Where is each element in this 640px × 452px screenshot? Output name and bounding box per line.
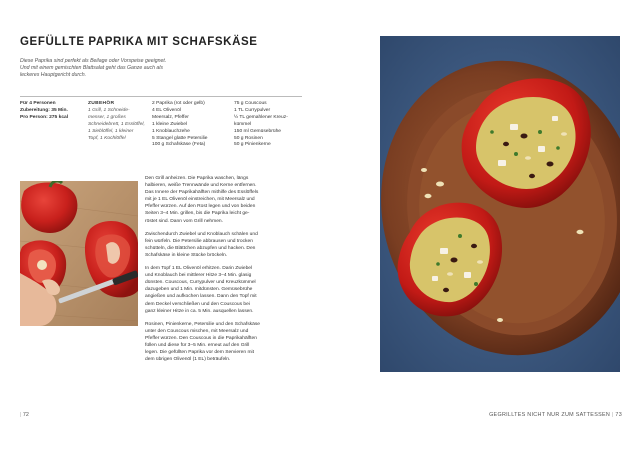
method-step xyxy=(145,265,305,315)
ingredient: 5 Stangel glatte Petersilie xyxy=(152,135,208,141)
ingredient: 75 g Couscous xyxy=(234,101,267,106)
intro-line: Und mit einem gemischten Blattsalat geht das Ganze auch als xyxy=(20,65,164,72)
method-text xyxy=(145,175,305,369)
ingredient: 1 Knoblauchzehe xyxy=(152,128,190,134)
method-line: füllen und diese für 3–5 Min. erneut auf den Grill xyxy=(145,342,250,348)
method-line: mit je 1 EL Olivenöl einstreichen, mit Meersalz und xyxy=(145,197,255,203)
method-line: Den Grill anheizen. Die Paprika waschen, längs xyxy=(145,176,249,181)
equipment-item: Topf, 1 Kochlöffel xyxy=(88,135,126,141)
running-head: GEGRILLTES NICHT NUR ZUM SATTESSEN xyxy=(489,412,611,418)
method-line: Pfeffer würzen. Den Couscous in die Paprikahälften xyxy=(145,335,257,341)
prep-time: Zubereitung: 35 Min. xyxy=(20,107,68,113)
method-line: ganz kleiner Hitze in ca. 5 Min. ausquellen lassen. xyxy=(145,308,254,314)
method-step xyxy=(145,231,305,259)
method-line: legen. Die gefüllten Paprika vor dem Servieren mit xyxy=(145,350,255,356)
method-line: dünsten. Couscous, Currypulver und Kreuzkümmel xyxy=(145,280,256,286)
page-number-left: | 72 xyxy=(20,412,29,418)
ingredient: 50 g Rosinen xyxy=(234,135,263,141)
ingredient: Meersalz, Pfeffer xyxy=(152,114,189,120)
page-number: 73 xyxy=(615,412,622,418)
calories: Pro Person: 275 kcal xyxy=(20,114,69,120)
method-line: dazugeben und 1 Min. mitdünsten. Gemüsebrühe xyxy=(145,287,253,293)
photo-pepper-cutting xyxy=(20,181,138,326)
ingredient: ½ TL gemahlener Kreuz- xyxy=(234,114,288,120)
ingredient: 1 kleine Zwiebel xyxy=(152,121,188,127)
ingredient: kümmel xyxy=(234,121,252,127)
method-step xyxy=(145,175,305,225)
method-line: dem übrigen Olivenöl (1 EL) beträufeln. xyxy=(145,357,231,363)
running-footer-right: GEGRILLTES NICHT NUR ZUM SATTESSEN | 73 xyxy=(489,412,622,418)
method-line: Seiten 3–4 Min. grillen, bis die Paprika leicht ge- xyxy=(145,211,250,217)
servings: Für 4 Personen xyxy=(20,101,56,106)
ingredient: 4 EL Olivenöl xyxy=(152,107,181,113)
ingredient: 1 TL Currypulver xyxy=(234,107,271,113)
method-line: halbieren, weiße Trennwände und Kerne entfernen. xyxy=(145,183,257,189)
equipment-heading: ZUBEHÖR xyxy=(88,101,115,106)
ingredients-column-1 xyxy=(152,101,207,149)
method-line: angießen und aufkochen lassen. Dann den Topf mit xyxy=(145,294,257,300)
intro-line: Diese Paprika sind perfekt als Beilage oder Vorspeise geeignet. xyxy=(20,58,167,64)
equipment-list xyxy=(88,101,145,142)
recipe-intro xyxy=(20,58,200,80)
intro-line: leckeres Hauptgericht durch. xyxy=(20,72,87,79)
method-line: dem Deckel verschließen und den Couscous bei xyxy=(145,301,250,307)
method-line: Rosinen, Pinienkerne, Petersilie und den Schafskäse xyxy=(145,321,260,327)
method-line: Pfeffer würzen. Auf den Rost legen und von beiden xyxy=(145,204,256,210)
equipment-item: Schneidebrett, 1 Esslöffel, xyxy=(88,121,145,127)
equipment-item: 1 Grill, 1 Schneide- xyxy=(88,107,130,113)
method-step xyxy=(145,321,305,364)
ingredient: 50 g Pinienkerne xyxy=(234,142,271,148)
method-line: fein würfeln. Die Petersilie abbrausen und trocken xyxy=(145,238,253,244)
serving-info xyxy=(20,101,68,122)
page-number: 72 xyxy=(22,412,29,418)
method-line: In dem Topf 1 EL Olivenöl erhitzen. Darin Zwiebel xyxy=(145,266,253,272)
recipe-title: GEFÜLLTE PAPRIKA MIT SCHAFSKÄSE xyxy=(20,36,258,48)
method-line: Zwischendurch Zwiebel und Knoblauch schälen und xyxy=(145,231,258,237)
ingredient: 150 ml Gemüsebrühe xyxy=(234,128,282,134)
ingredient: 100 g Schafskäse (Feta) xyxy=(152,142,206,148)
method-line: unter den Couscous mischen, mit Meersalz und xyxy=(145,328,249,334)
ingredient: 2 Paprika (rot oder gelb) xyxy=(152,101,205,106)
divider xyxy=(20,96,302,97)
method-line: Das Innere der Paprikahälften mithilfe des Esslöffels xyxy=(145,190,259,196)
method-line: und Knoblauch bei mittlerer Hitze 3–4 Min. glasig xyxy=(145,273,252,279)
equipment-item: 1 Sieblöffel, 1 kleiner xyxy=(88,128,134,134)
method-line: Schafskäse in kleine Stücke bröckeln. xyxy=(145,252,228,258)
equipment-item: messer, 1 großes xyxy=(88,114,126,120)
method-line: röstet sind. Dann vom Grill nehmen. xyxy=(145,218,224,224)
ingredients-column-2 xyxy=(234,101,288,149)
method-line: schütteln, die Blättchen abzupfen und hacken. Den xyxy=(145,245,256,251)
photo-stuffed-peppers xyxy=(380,36,620,372)
